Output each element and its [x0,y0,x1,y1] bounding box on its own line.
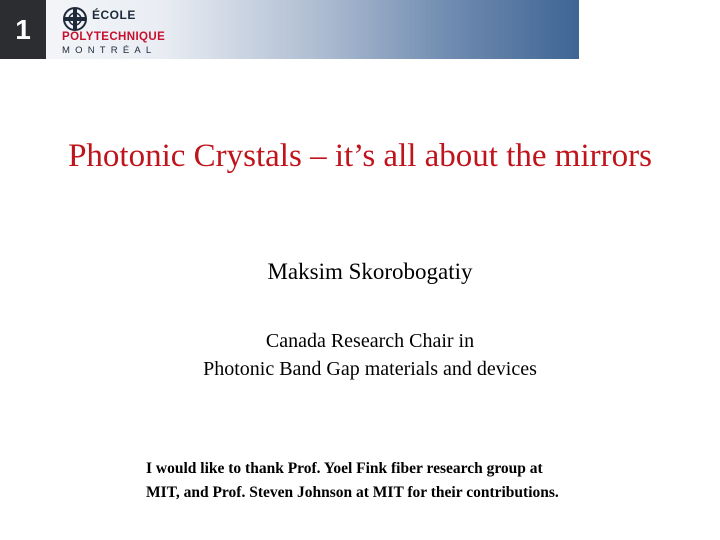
affiliation [0,327,720,383]
logo-line-ecole: ÉCOLE [92,8,136,22]
affiliation-line-1: Canada Research Chair in [265,330,475,352]
affiliation-line-2: Photonic Band Gap materials and devices [203,358,537,380]
slide-title: Photonic Crystals – it’s all about the mirrors [68,138,652,174]
acknowledgement-line-1: I would like to thank Prof. Yoel Fink fiber research group at [146,460,543,477]
author-name: Maksim Skorobogatiy [267,259,473,284]
logo-line-montreal: MONTRÉAL [62,45,157,56]
acknowledgement-line-2: MIT, and Prof. Steven Johnson at MIT for their contributions. [146,484,559,501]
school-logo [62,4,166,56]
seal-icon [62,6,88,32]
slide-number: 1 [0,0,46,59]
acknowledgement [146,457,616,505]
logo-line-polytechnique: POLYTECHNIQUE [62,31,166,43]
